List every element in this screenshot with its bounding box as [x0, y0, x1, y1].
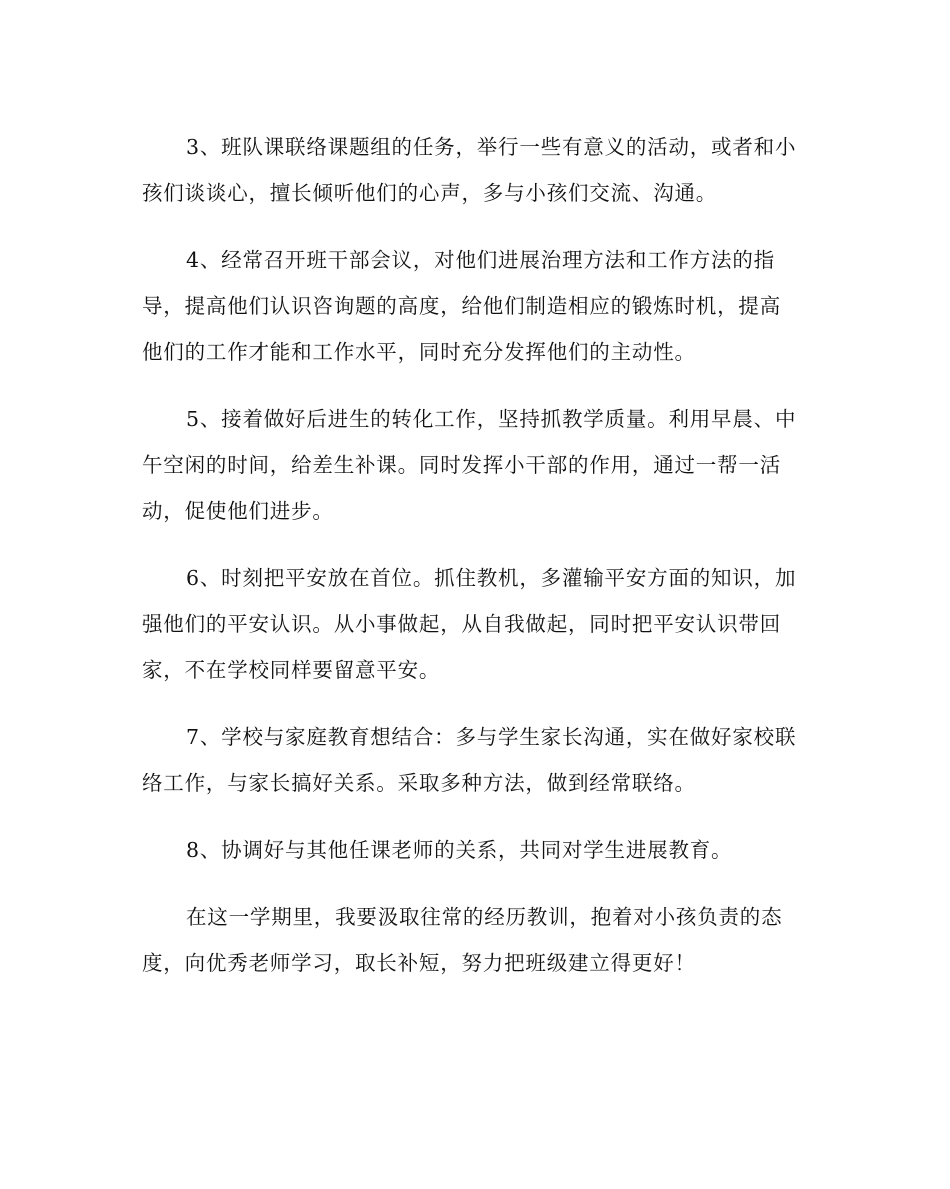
paragraph-line: 3、班队课联络课题组的任务，举行一些有意义的活动，或者和小: [186, 135, 797, 159]
paragraph-line: 8、协调好与其他任课老师的关系，共同对学生进展教育。: [186, 838, 733, 862]
paragraph-line: 5、接着做好后进生的转化工作，坚持抓教学质量。利用早晨、中: [186, 407, 797, 431]
paragraph-closing: [142, 894, 810, 986]
paragraph-item-3: [142, 124, 810, 216]
paragraph-line: 4、经常召开班干部会议，对他们进展治理方法和工作方法的指: [186, 248, 775, 272]
paragraph-line: 络工作，与家长搞好关系。采取多种方法，做到经常联络。: [142, 771, 696, 795]
paragraph-line: 动，促使他们进步。: [142, 499, 334, 523]
paragraph-line: 家，不在学校同样要留意平安。: [142, 658, 441, 682]
paragraph-line: 度，向优秀老师学习，取长补短，努力把班级建立得更好！: [142, 951, 696, 975]
paragraph-item-7: [142, 714, 810, 806]
paragraph-line: 他们的工作才能和工作水平，同时充分发挥他们的主动性。: [142, 340, 696, 364]
paragraph-line: 在这一学期里，我要汲取往常的经历教训，抱着对小孩负责的态: [186, 905, 783, 929]
document-body: [142, 124, 810, 1007]
paragraph-item-5: [142, 396, 810, 534]
paragraph-item-8: [142, 827, 810, 873]
paragraph-item-4: [142, 237, 810, 375]
paragraph-line: 午空闲的时间，给差生补课。同时发挥小干部的作用，通过一帮一活: [142, 453, 781, 477]
paragraph-line: 孩们谈谈心，擅长倾听他们的心声，多与小孩们交流、沟通。: [142, 181, 718, 205]
paragraph-line: 强他们的平安认识。从小事做起，从自我做起，同时把平安认识带回: [142, 612, 781, 636]
paragraph-line: 7、学校与家庭教育想结合：多与学生家长沟通，实在做好家校联: [186, 725, 797, 749]
paragraph-line: 导，提高他们认识咨询题的高度，给他们制造相应的锻炼时机，提高: [142, 294, 781, 318]
paragraph-item-6: [142, 555, 810, 693]
paragraph-line: 6、时刻把平安放在首位。抓住教机，多灌输平安方面的知识，加: [186, 566, 797, 590]
